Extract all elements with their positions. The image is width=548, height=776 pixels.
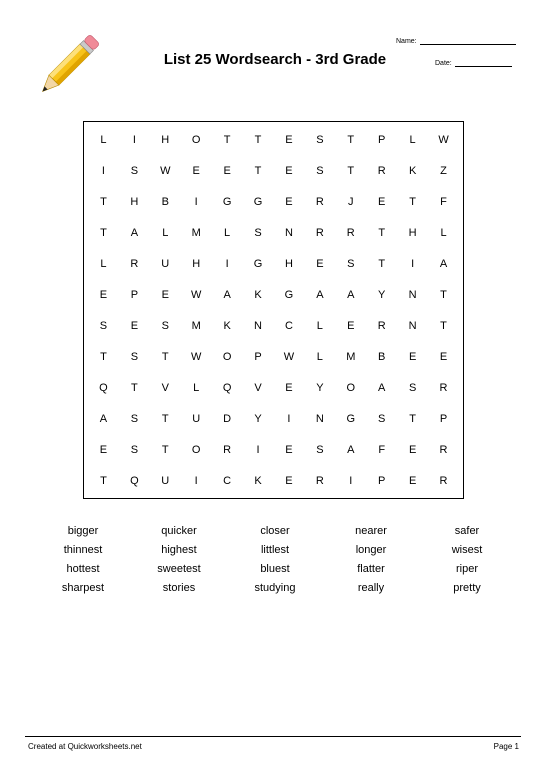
grid-cell: R bbox=[346, 226, 355, 239]
grid-cell: S bbox=[161, 319, 169, 332]
grid-cell: C bbox=[284, 319, 293, 332]
grid-cell: N bbox=[408, 319, 417, 332]
grid-cell: S bbox=[254, 226, 262, 239]
grid-cell: T bbox=[347, 133, 355, 146]
grid-cell: N bbox=[254, 319, 262, 332]
grid-cell: M bbox=[191, 319, 201, 332]
word-list-item: highest bbox=[161, 544, 197, 556]
grid-cell: R bbox=[315, 195, 324, 208]
grid-cell: G bbox=[253, 257, 263, 270]
grid-cell: N bbox=[284, 226, 293, 239]
grid-cell: T bbox=[100, 474, 107, 487]
grid-cell: I bbox=[194, 474, 198, 487]
grid-cell: R bbox=[130, 257, 139, 270]
grid-cell: G bbox=[284, 288, 294, 301]
name-line[interactable] bbox=[420, 44, 516, 45]
date-label: Date: bbox=[435, 60, 452, 67]
grid-cell: E bbox=[347, 319, 355, 332]
grid-cell: Y bbox=[316, 381, 324, 394]
grid-cell: I bbox=[194, 195, 198, 208]
grid-cell: R bbox=[223, 443, 232, 456]
word-list-item: studying bbox=[254, 582, 296, 594]
grid-cell: W bbox=[191, 288, 202, 301]
grid-cell: W bbox=[283, 350, 295, 363]
grid-cell: O bbox=[191, 443, 201, 456]
page-number: Page 1 bbox=[493, 742, 519, 751]
grid-cell: U bbox=[161, 474, 170, 487]
grid-cell: P bbox=[378, 474, 386, 487]
grid-cell: E bbox=[285, 195, 293, 208]
grid-cell: L bbox=[440, 226, 447, 239]
grid-cell: T bbox=[161, 443, 169, 456]
grid-cell: T bbox=[100, 350, 107, 363]
grid-cell: W bbox=[160, 164, 171, 177]
word-list-item: nearer bbox=[355, 525, 387, 537]
grid-cell: W bbox=[438, 133, 449, 146]
date-field[interactable] bbox=[435, 60, 512, 67]
grid-cell: T bbox=[378, 257, 386, 270]
grid-cell: L bbox=[316, 319, 323, 332]
date-line[interactable] bbox=[455, 66, 512, 67]
grid-cell: S bbox=[130, 412, 139, 425]
word-list-item: closer bbox=[260, 525, 290, 537]
grid-cell: T bbox=[378, 226, 386, 239]
grid-cell: I bbox=[225, 257, 229, 270]
word-list-item: bluest bbox=[260, 563, 290, 575]
word-list bbox=[35, 522, 515, 598]
grid-cell: M bbox=[346, 350, 356, 363]
grid-cell: L bbox=[193, 381, 200, 394]
grid-cell: F bbox=[440, 195, 447, 208]
grid-cell: U bbox=[161, 257, 170, 270]
grid-cell: T bbox=[161, 350, 169, 363]
grid-cell: C bbox=[223, 474, 232, 487]
grid-cell: R bbox=[439, 443, 448, 456]
grid-cell: T bbox=[131, 381, 138, 394]
grid-cell: U bbox=[192, 412, 201, 425]
word-list-item: bigger bbox=[67, 525, 99, 537]
grid-cell: Q bbox=[222, 381, 232, 394]
grid-cell: T bbox=[347, 164, 355, 177]
grid-cell: R bbox=[439, 474, 448, 487]
word-list-item: really bbox=[357, 582, 385, 594]
grid-cell: L bbox=[409, 133, 416, 146]
grid-cell: T bbox=[100, 226, 107, 239]
grid-cell: P bbox=[254, 350, 262, 363]
grid-cell: H bbox=[284, 257, 293, 270]
grid-cell: S bbox=[378, 412, 386, 425]
footer-credit: Created at Quickworksheets.net bbox=[28, 742, 142, 751]
grid-cell: A bbox=[99, 412, 108, 425]
grid-cell: S bbox=[347, 257, 355, 270]
grid-cell: P bbox=[439, 412, 448, 425]
grid-cell: I bbox=[349, 474, 353, 487]
grid-cell: E bbox=[192, 164, 200, 177]
word-list-item: sweetest bbox=[157, 563, 201, 575]
grid-cell: G bbox=[253, 195, 263, 208]
grid-cell: O bbox=[191, 133, 201, 146]
name-field[interactable] bbox=[396, 38, 516, 45]
grid-cell: I bbox=[132, 133, 136, 146]
grid-cell: S bbox=[130, 443, 139, 456]
word-list-item: sharpest bbox=[61, 582, 105, 594]
grid-cell: L bbox=[224, 226, 231, 239]
grid-cell: E bbox=[439, 350, 448, 363]
grid-cell: T bbox=[223, 133, 231, 146]
grid-cell: T bbox=[100, 195, 107, 208]
grid-cell: H bbox=[161, 133, 170, 146]
grid-cell: L bbox=[316, 350, 323, 363]
grid-cell: Y bbox=[254, 412, 262, 425]
grid-cell: I bbox=[101, 164, 105, 177]
word-list-item: hottest bbox=[66, 563, 100, 575]
grid-cell: O bbox=[346, 381, 356, 394]
name-label: Name: bbox=[396, 38, 417, 45]
grid-cell: M bbox=[191, 226, 201, 239]
word-list-item: pretty bbox=[453, 582, 481, 594]
grid-cell: W bbox=[191, 350, 202, 363]
grid-cell: G bbox=[222, 195, 232, 208]
word-list-item: longer bbox=[355, 544, 387, 556]
grid-cell: S bbox=[130, 164, 139, 177]
grid-cell: S bbox=[408, 381, 417, 394]
grid-cell: G bbox=[346, 412, 356, 425]
grid-cell: L bbox=[162, 226, 169, 239]
grid-cell: S bbox=[99, 319, 108, 332]
grid-cell: N bbox=[408, 288, 417, 301]
grid-cell: I bbox=[287, 412, 291, 425]
grid-cell: B bbox=[161, 195, 169, 208]
grid-cell: R bbox=[439, 381, 448, 394]
grid-cell: I bbox=[256, 443, 260, 456]
grid-cell: D bbox=[223, 412, 232, 425]
grid-cell: K bbox=[254, 474, 262, 487]
grid-cell: K bbox=[254, 288, 262, 301]
grid-cell: L bbox=[100, 257, 107, 270]
grid-cell: J bbox=[348, 195, 354, 208]
grid-cell: T bbox=[409, 412, 416, 425]
grid-cell: E bbox=[285, 443, 293, 456]
word-list-item: stories bbox=[162, 582, 196, 594]
grid-cell: Q bbox=[130, 474, 139, 487]
grid-cell: P bbox=[378, 133, 386, 146]
grid-cell: P bbox=[130, 288, 139, 301]
word-list-item: littlest bbox=[260, 544, 290, 556]
grid-cell: N bbox=[315, 412, 324, 425]
grid-cell: H bbox=[192, 257, 201, 270]
grid-cell: K bbox=[223, 319, 231, 332]
word-list-item: flatter bbox=[357, 563, 385, 575]
grid-cell: A bbox=[223, 288, 231, 301]
grid-cell: S bbox=[130, 350, 139, 363]
grid-cell: T bbox=[254, 133, 262, 146]
grid-cell: T bbox=[440, 288, 447, 301]
pencil-icon bbox=[30, 28, 106, 104]
grid-cell: E bbox=[130, 319, 139, 332]
grid-cell: L bbox=[100, 133, 107, 146]
grid-cell: Y bbox=[378, 288, 386, 301]
grid-cell: A bbox=[378, 381, 386, 394]
grid-cell: E bbox=[408, 350, 417, 363]
grid-cell: Z bbox=[440, 164, 447, 177]
grid-cell: E bbox=[285, 164, 293, 177]
grid-cell: E bbox=[378, 195, 386, 208]
grid-cell: R bbox=[315, 474, 324, 487]
grid-cell: T bbox=[409, 195, 416, 208]
grid-cell: A bbox=[439, 257, 448, 270]
grid-cell: Q bbox=[99, 381, 108, 394]
grid-cell: H bbox=[130, 195, 139, 208]
grid-cell: B bbox=[378, 350, 386, 363]
grid-cell: S bbox=[316, 164, 324, 177]
grid-cell: K bbox=[408, 164, 417, 177]
grid-cell: E bbox=[99, 288, 108, 301]
word-list-item: riper bbox=[455, 563, 478, 575]
grid-cell: E bbox=[285, 474, 293, 487]
page-title: List 25 Wordsearch - 3rd Grade bbox=[163, 51, 387, 68]
grid-cell: A bbox=[347, 288, 355, 301]
grid-cell: E bbox=[285, 381, 293, 394]
grid-cell: S bbox=[316, 443, 324, 456]
grid-cell: I bbox=[411, 257, 415, 270]
grid-cell: E bbox=[285, 133, 293, 146]
grid-cell: E bbox=[408, 474, 417, 487]
grid-cell: R bbox=[377, 319, 386, 332]
grid-cell: R bbox=[377, 164, 386, 177]
footer-divider bbox=[25, 736, 521, 737]
grid-cell: E bbox=[223, 164, 231, 177]
grid-cell: E bbox=[316, 257, 324, 270]
grid-cell: T bbox=[440, 319, 447, 332]
grid-cell: O bbox=[222, 350, 232, 363]
grid-cell: A bbox=[130, 226, 139, 239]
word-list-item: thinnest bbox=[63, 544, 103, 556]
grid-cell: A bbox=[347, 443, 355, 456]
grid-cell: T bbox=[161, 412, 169, 425]
wordsearch-grid bbox=[83, 121, 464, 499]
word-list-item: quicker bbox=[161, 525, 197, 537]
grid-cell: V bbox=[254, 381, 262, 394]
grid-cell: E bbox=[161, 288, 169, 301]
grid-cell: S bbox=[316, 133, 324, 146]
grid-cell: T bbox=[254, 164, 262, 177]
grid-cell: F bbox=[378, 443, 386, 456]
grid-cell: V bbox=[161, 381, 169, 394]
word-list-item: wisest bbox=[451, 544, 483, 556]
grid-cell: E bbox=[408, 443, 417, 456]
grid-cell: H bbox=[408, 226, 417, 239]
word-list-item: safer bbox=[454, 525, 480, 537]
grid-cell: E bbox=[99, 443, 108, 456]
grid-cell: R bbox=[315, 226, 324, 239]
grid-cell: A bbox=[316, 288, 324, 301]
